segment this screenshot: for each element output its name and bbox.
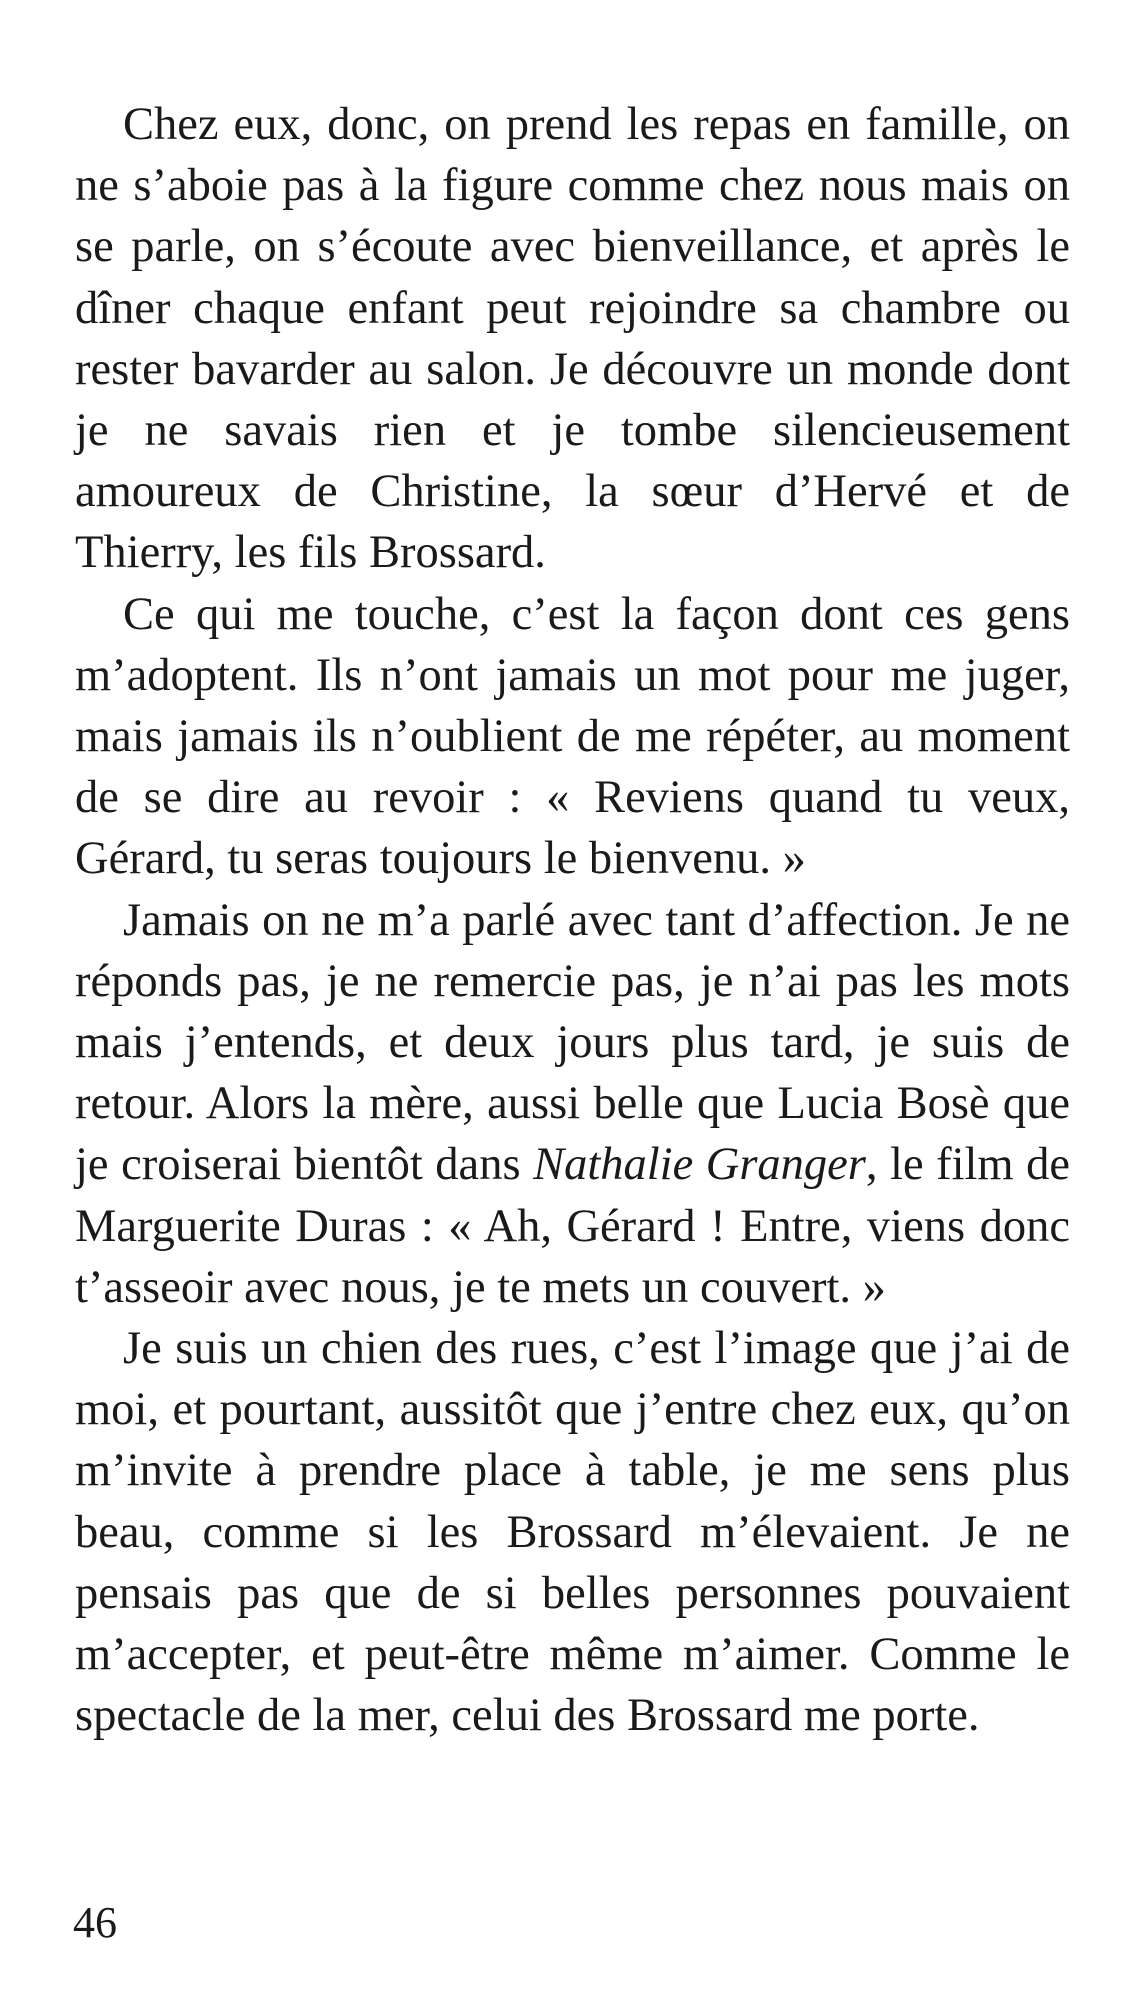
paragraph-3-before: Jamais on ne m’a parlé avec tant d’affection. Je ne réponds pas, je ne remercie pas, je n’ai pas les mots mais j’entends, et deux jours plus tard, je suis de retour. Alors la mère, aussi belle que Lucia Bosè que je croiserai bientôt dans xyxy=(75,894,1070,1191)
body-text xyxy=(75,94,1070,1746)
paragraph-4: Je suis un chien des rues, c’est l’image que j’ai de moi, et pourtant, aussitôt que j’entre chez eux, qu’on m’invite à prendre place à table, je me sens plus beau, comme si les Brossard m’élevaient. Je ne pensais pas que de si belles personnes pouvaient m’accepter, et peut-être même m’aimer. Comme le spectacle de la mer, celui des Brossard me porte. xyxy=(75,1323,1070,1742)
paragraph-2: Ce qui me touche, c’est la façon dont ces gens m’adoptent. Ils n’ont jamais un mot pour me juger, mais jamais ils n’oublient de me répéter, au moment de se dire au revoir : « Reviens quand tu veux, Gérard, tu seras toujours le bienvenu. » xyxy=(75,588,1070,885)
page-number: 46 xyxy=(73,1898,117,1947)
paragraph-1: Chez eux, donc, on prend les repas en famille, on ne s’aboie pas à la figure comme chez nous mais on se parle, on s’écoute avec bienveillance, et après le dîner chaque enfant peut rejoindre sa chambre ou rester bavarder au salon. Je découvre un monde dont je ne savais rien et je tombe silencieusement amoureux de Christine, la sœur d’Hervé et de Thierry, les fils Brossard. xyxy=(75,99,1070,579)
film-title: Nathalie Granger xyxy=(533,1139,866,1191)
paragraph-3 xyxy=(75,890,1070,1318)
paragraph-3-after: , le film de Marguerite Duras : « Ah, Gérard ! Entre, viens donc t’asseoir avec nous, je te mets un couvert. » xyxy=(75,1139,1070,1313)
